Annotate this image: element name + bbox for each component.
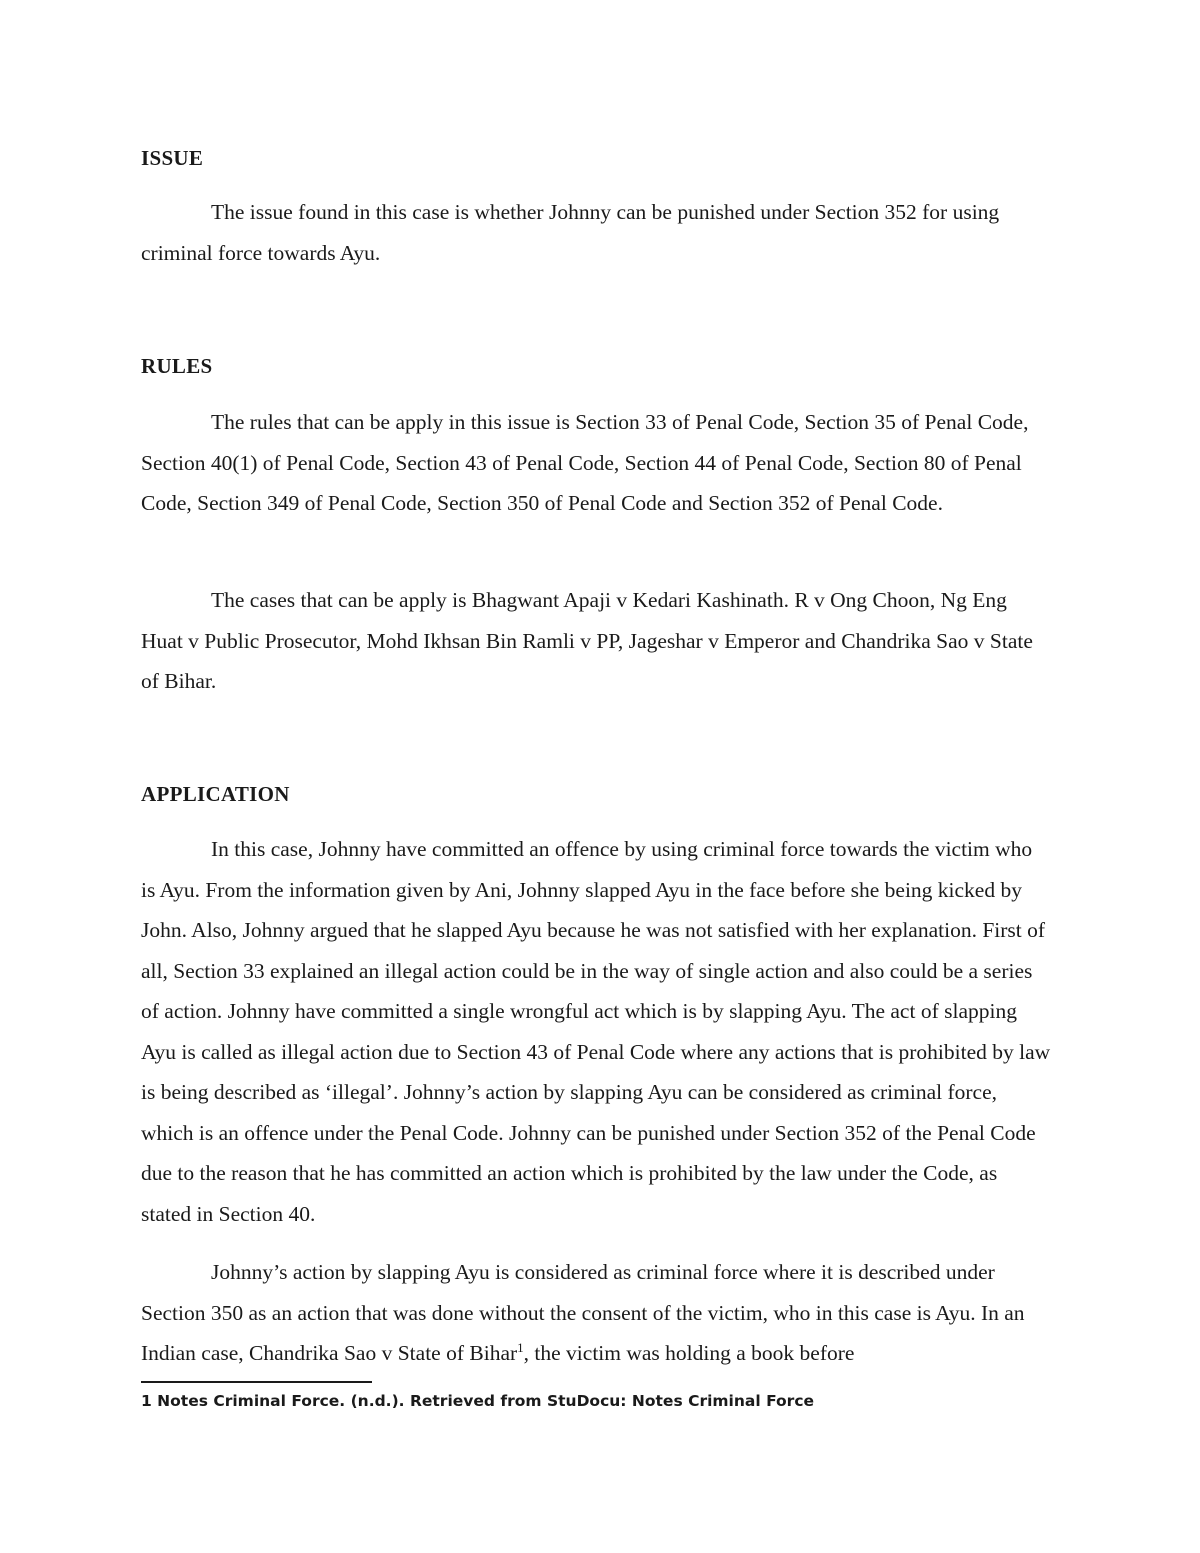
footnote-separator [141,1381,372,1383]
footnote-reference: 1 [517,1339,524,1355]
issue-paragraph: The issue found in this case is whether Johnny can be punished under Section 352 for using criminal force towards Ayu. [141,200,1000,265]
application-heading: APPLICATION [141,782,290,806]
issue-heading: ISSUE [141,146,204,170]
application-paragraph-continued [141,1252,1051,1374]
application-paragraph: In this case, Johnny have committed an offence by using criminal force towards the victim who is Ayu. From the information given by Ani, Johnny slapped Ayu in the face before she being kicked by John. Also, Johnny argued that he slapped Ayu because he was not satisfied with her explanation. First of all, Section 33 explained an illegal action could be in the way of single action and also could be a series of action. Johnny have committed a single wrongful act which is by slapping Ayu. The act of slapping Ayu is called as illegal action due to Section 43 of Penal Code where any actions that is prohibited by law is being described as ‘illegal’. Johnny’s action by slapping Ayu can be considered as criminal force, which is an offence under the Penal Code. Johnny can be punished under Section 352 of the Penal Code due to the reason that he has committed an action which is prohibited by the law under the Code, as stated in Section 40. [141,837,1051,1226]
rules-paragraph: The rules that can be apply in this issue is Section 33 of Penal Code, Section 35 of Penal Code, Section 40(1) of Penal Code, Section 43 of Penal Code, Section 44 of Penal Code, Section 80 of Penal Code, Section 349 of Penal Code, Section 350 of Penal Code and Section 352 of Penal Code. [141,410,1029,515]
footnote: 1 Notes Criminal Force. (n.d.). Retrieved from StuDocu: Notes Criminal Force [141,1392,815,1410]
rules-heading: RULES [141,354,213,378]
cases-paragraph: The cases that can be apply is Bhagwant Apaji v Kedari Kashinath. R v Ong Choon, Ng Eng Huat v Public Prosecutor, Mohd Ikhsan Bin Ramli v PP, Jageshar v Emperor and Chandrika Sao v State of Bihar. [141,588,1033,693]
paragraph-text: Johnny’s action by slapping Ayu is considered as criminal force where it is described under Section 350 as an action that was done without the consent of the victim, who in this case is Ayu. In an Indian case, Chandrika Sao v State of Bihar [141,1260,1025,1365]
paragraph-text-tail: , the victim was holding a book before [523,1341,855,1365]
